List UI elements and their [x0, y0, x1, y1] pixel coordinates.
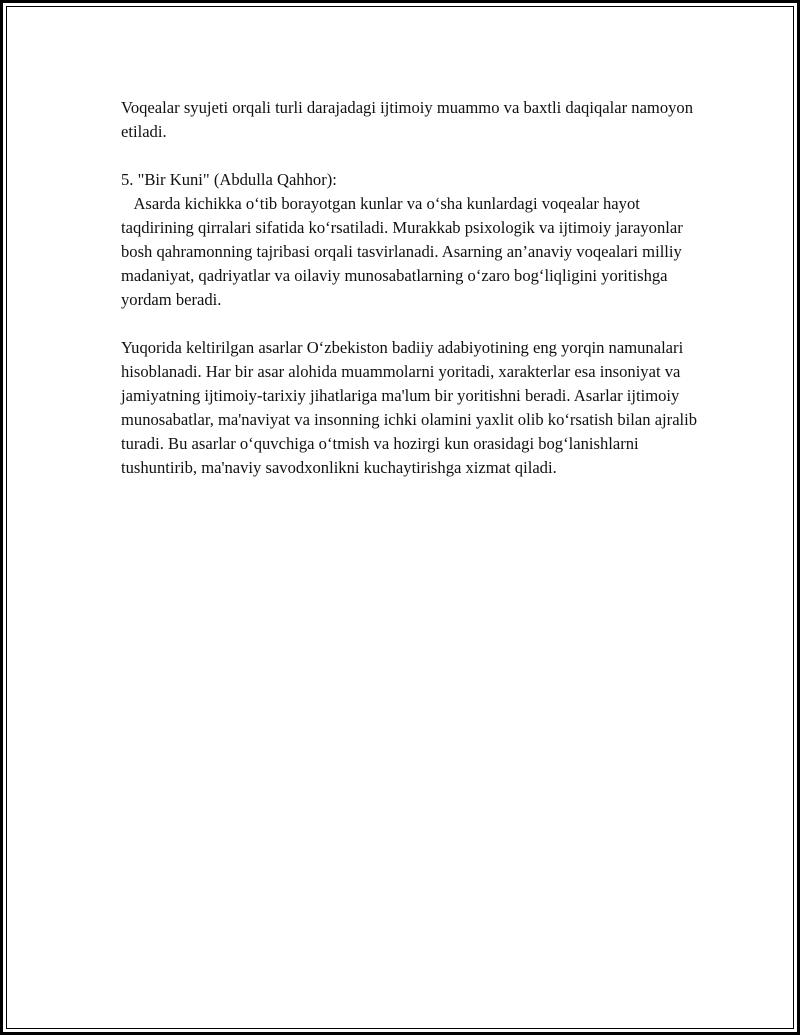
section-5-body: Asarda kichikka o‘tib borayotgan kunlar va o‘sha kunlardagi voqealar hayot taqdirining qirralari sifatida ko‘rsatiladi. Murakkab psixologik va ijtimoiy jarayonlar bosh qahramonning tajribasi orqali tasvirlanadi. Asarning an’anaviy voqealari milliy madaniyat, qadriyatlar va oilaviy munosabatlarning o‘zaro bog‘liqligini yoritishga yordam beradi.: [121, 194, 687, 309]
paragraph-spacer: [121, 144, 706, 168]
conclusion-paragraph: Yuqorida keltirilgan asarlar O‘zbekiston badiiy adabiyotining eng yorqin namunalari hisoblanadi. Har bir asar alohida muammolarni yoritadi, xarakterlar esa insoniyat va jamiyatning ijtimoiy-tarixiy jihatlariga ma'lum bir yoritishni beradi. Asarlar ijtimoiy munosabatlar, ma'naviyat va insonning ichki olamini yaxlit olib ko‘rsatish bilan ajralib turadi. Bu asarlar o‘quvchiga o‘tmish va hozirgi kun orasidagi bog‘lanishlarni tushuntirib, ma'naviy savodxonlikni kuchaytirishga xizmat qiladi.: [121, 338, 702, 477]
intro-paragraph: Voqealar syujeti orqali turli darajadagi ijtimoiy muammo va baxtli daqiqalar namoyon etiladi.: [121, 98, 698, 141]
section-5-heading: 5. "Bir Kuni" (Abdulla Qahhor):: [121, 170, 337, 189]
paragraph-spacer: [121, 312, 706, 336]
document-body: [121, 96, 706, 480]
